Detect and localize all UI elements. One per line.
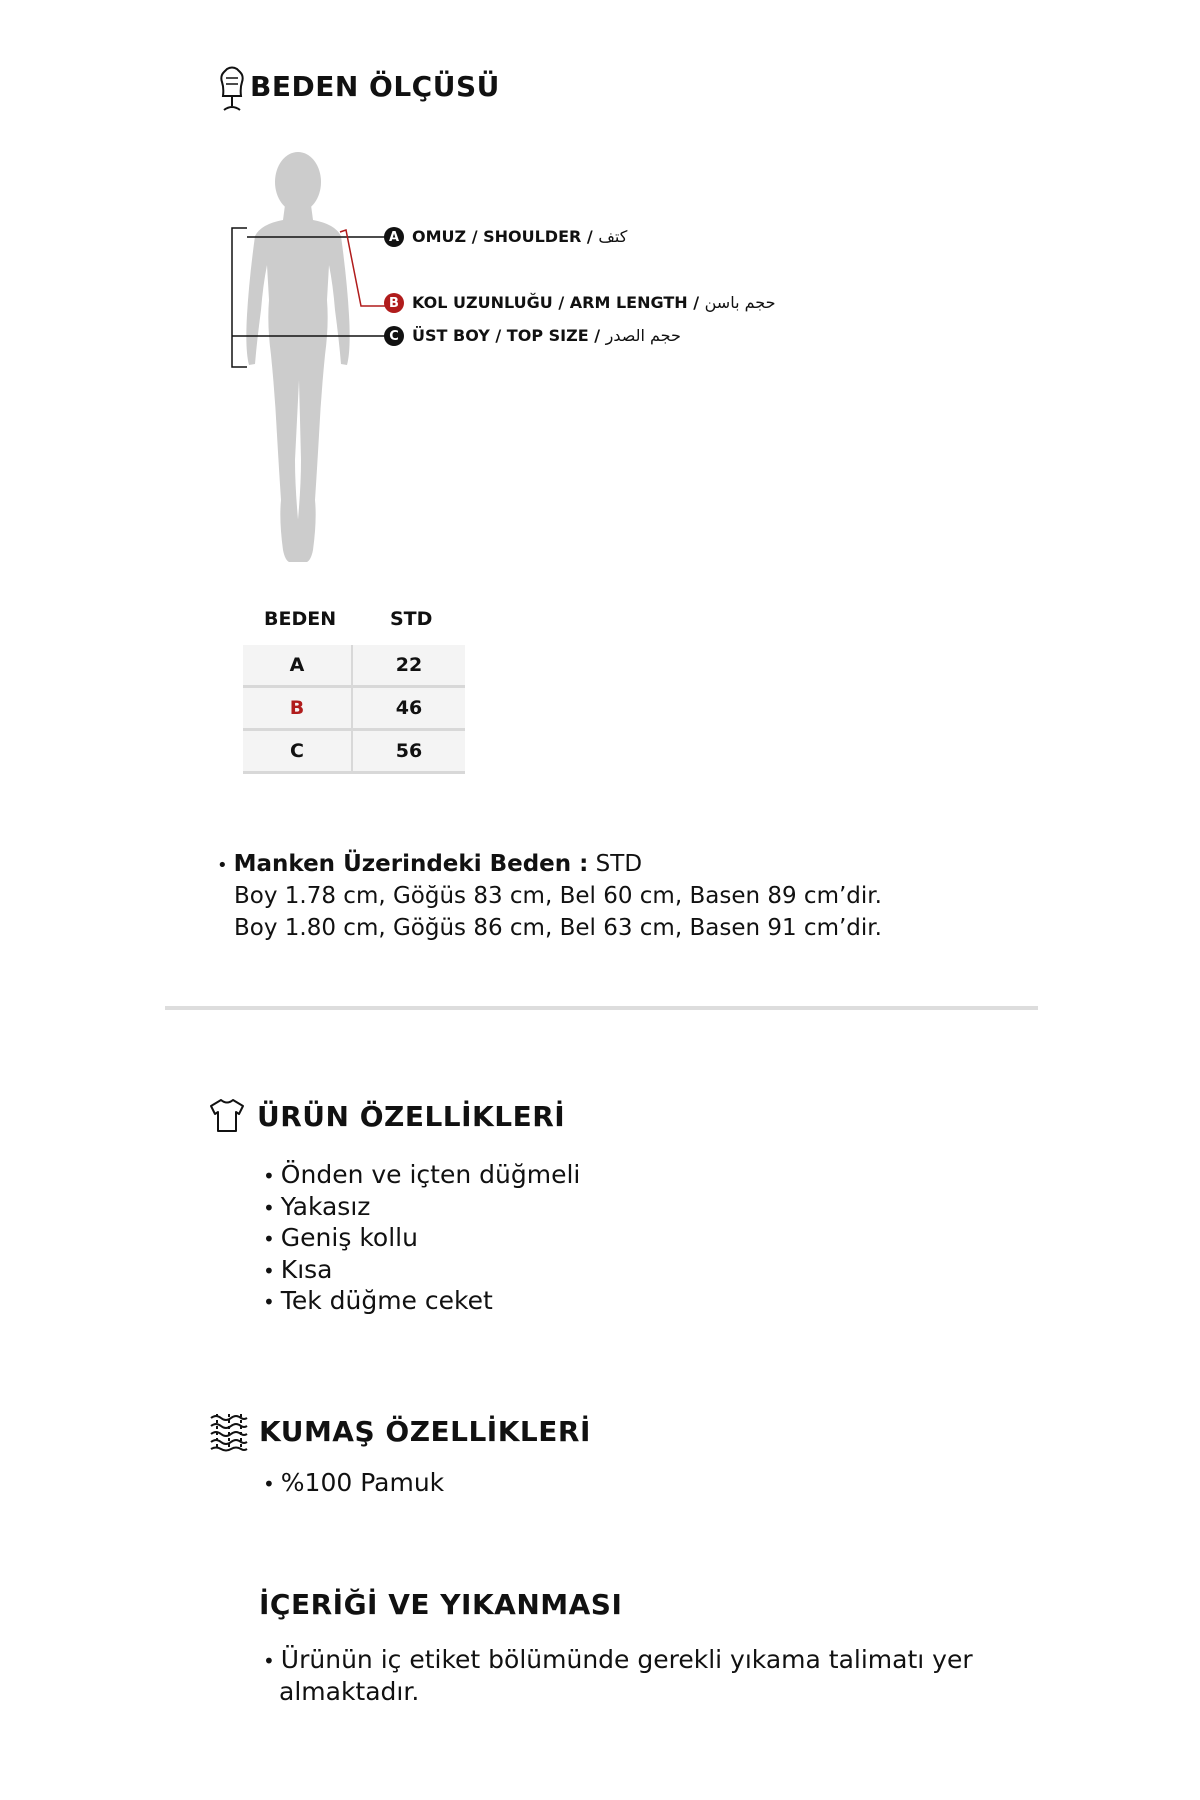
marker-a: A <box>384 227 404 247</box>
measurement-c <box>384 326 681 346</box>
measurement-b-label: KOL UZUNLUĞU / ARM LENGTH / حجم باسن <box>412 293 776 312</box>
measurement-b <box>384 293 775 313</box>
mannequin-icon <box>218 66 246 118</box>
fabric-section-title: KUMAŞ ÖZELLİKLERİ <box>259 1415 591 1448</box>
list-item: • Kısa <box>263 1255 580 1287</box>
size-section-title: BEDEN ÖLÇÜSÜ <box>250 70 500 103</box>
product-section-title: ÜRÜN ÖZELLİKLERİ <box>257 1100 566 1133</box>
section-divider <box>165 1006 1038 1010</box>
measurement-a <box>384 227 627 247</box>
table-divider <box>243 728 465 731</box>
list-item: • Yakasız <box>263 1192 580 1224</box>
list-item-continued: almaktadır. <box>279 1676 420 1706</box>
list-item: • Önden ve içten düğmeli <box>263 1160 580 1192</box>
measurement-lines <box>225 220 405 370</box>
table-divider <box>351 645 353 771</box>
table-cell-size: B <box>243 688 351 728</box>
fabric-feature-list <box>263 1468 444 1500</box>
model-info-line: Boy 1.80 cm, Göğüs 86 cm, Bel 63 cm, Basen 91 cm’dir. <box>234 915 882 941</box>
table-divider <box>243 685 465 688</box>
table-header-beden: BEDEN <box>264 608 337 630</box>
marker-c: C <box>384 326 404 346</box>
model-info-line: Boy 1.78 cm, Göğüs 83 cm, Bel 60 cm, Basen 89 cm’dir. <box>234 883 882 909</box>
model-info-heading: • Manken Üzerindeki Beden : STD <box>217 851 643 877</box>
list-item: • Geniş kollu <box>263 1223 580 1255</box>
list-item: • %100 Pamuk <box>263 1468 444 1500</box>
care-section-title: İÇERİĞİ VE YIKANMASI <box>259 1588 623 1621</box>
fabric-icon <box>209 1412 249 1456</box>
product-feature-list <box>263 1160 580 1318</box>
care-list <box>263 1645 973 1708</box>
list-item: • Ürünün iç etiket bölümünde gerekli yıkama talimatı yer <box>263 1645 973 1677</box>
tshirt-icon <box>209 1097 245 1137</box>
table-cell-value: 22 <box>353 645 465 685</box>
table-header-std: STD <box>390 608 433 630</box>
table-divider <box>243 771 465 774</box>
table-cell-value: 56 <box>353 731 465 771</box>
measurement-a-label: OMUZ / SHOULDER / كتف <box>412 227 628 246</box>
marker-b: B <box>384 293 404 313</box>
table-cell-size: C <box>243 731 351 771</box>
measurement-c-label: ÜST BOY / TOP SIZE / حجم الصدر <box>412 326 681 345</box>
list-item: • Tek düğme ceket <box>263 1286 580 1318</box>
table-cell-value: 46 <box>353 688 465 728</box>
table-cell-size: A <box>243 645 351 685</box>
